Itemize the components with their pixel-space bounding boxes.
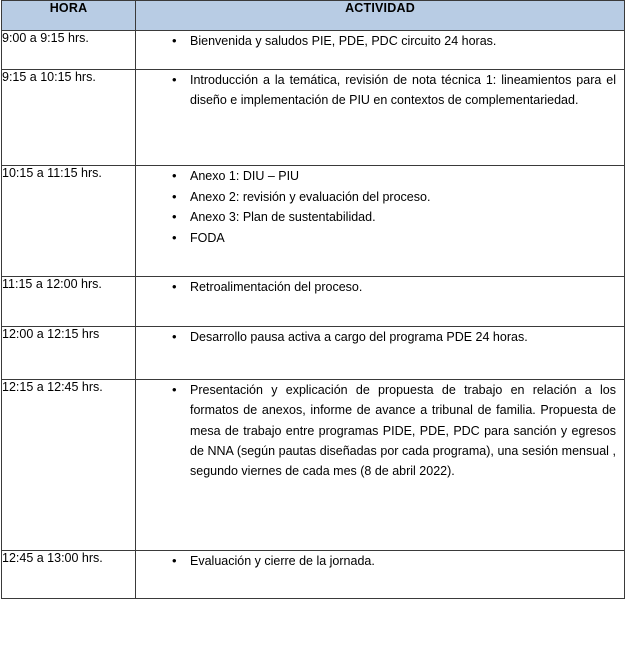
- table-header: [2, 1, 625, 31]
- row-time: 12:00 a 12:15 hrs: [2, 327, 136, 380]
- column-header-actividad: ACTIVIDAD: [136, 1, 625, 31]
- list-item: • Retroalimentación del proceso.: [136, 277, 624, 297]
- row-activity: [136, 31, 625, 70]
- activity-list: [136, 166, 624, 248]
- table-row: [2, 327, 625, 380]
- row-activity: [136, 70, 625, 166]
- list-item: • Desarrollo pausa activa a cargo del programa PDE 24 horas.: [136, 327, 624, 347]
- row-time: 10:15 a 11:15 hrs.: [2, 166, 136, 277]
- schedule-table: [1, 0, 625, 599]
- table-row: [2, 380, 625, 551]
- column-header-hora: HORA: [2, 1, 136, 31]
- table-body: [2, 31, 625, 599]
- row-activity: [136, 277, 625, 327]
- table-row: [2, 277, 625, 327]
- table-row: [2, 551, 625, 599]
- list-item: • Introducción a la temática, revisión de nota técnica 1: lineamientos para el diseño e implementación de PIU en contextos de complementariedad.: [136, 70, 624, 111]
- activity-list: [136, 277, 624, 297]
- table-row: [2, 31, 625, 70]
- activity-list: [136, 31, 624, 51]
- row-time: 12:45 a 13:00 hrs.: [2, 551, 136, 599]
- activity-list: [136, 327, 624, 347]
- row-activity: [136, 380, 625, 551]
- table-header-row: [2, 1, 625, 31]
- list-item: • Anexo 1: DIU – PIU: [136, 166, 624, 186]
- row-activity: [136, 166, 625, 277]
- row-time: 12:15 a 12:45 hrs.: [2, 380, 136, 551]
- activity-list: [136, 551, 624, 571]
- row-activity: [136, 551, 625, 599]
- list-item: • Anexo 3: Plan de sustentabilidad.: [136, 207, 624, 227]
- list-item: • Evaluación y cierre de la jornada.: [136, 551, 624, 571]
- row-time: 9:15 a 10:15 hrs.: [2, 70, 136, 166]
- list-item: • Bienvenida y saludos PIE, PDE, PDC circuito 24 horas.: [136, 31, 624, 51]
- list-item: • Anexo 2: revisión y evaluación del proceso.: [136, 187, 624, 207]
- list-item: • Presentación y explicación de propuesta de trabajo en relación a los formatos de anexos, informe de avance a tribunal de familia. Propuesta de mesa de trabajo entre programas PIDE, PDE, PDC para sanción y egresos de NNA (según pautas diseñadas por cada programa), una sesión mensual , segundo viernes de cada mes (8 de abril 2022).: [136, 380, 624, 481]
- activity-list: [136, 70, 624, 111]
- activity-list: [136, 380, 624, 481]
- table-row: [2, 70, 625, 166]
- row-time: 9:00 a 9:15 hrs.: [2, 31, 136, 70]
- table-row: [2, 166, 625, 277]
- row-activity: [136, 327, 625, 380]
- row-time: 11:15 a 12:00 hrs.: [2, 277, 136, 327]
- list-item: • FODA: [136, 228, 624, 248]
